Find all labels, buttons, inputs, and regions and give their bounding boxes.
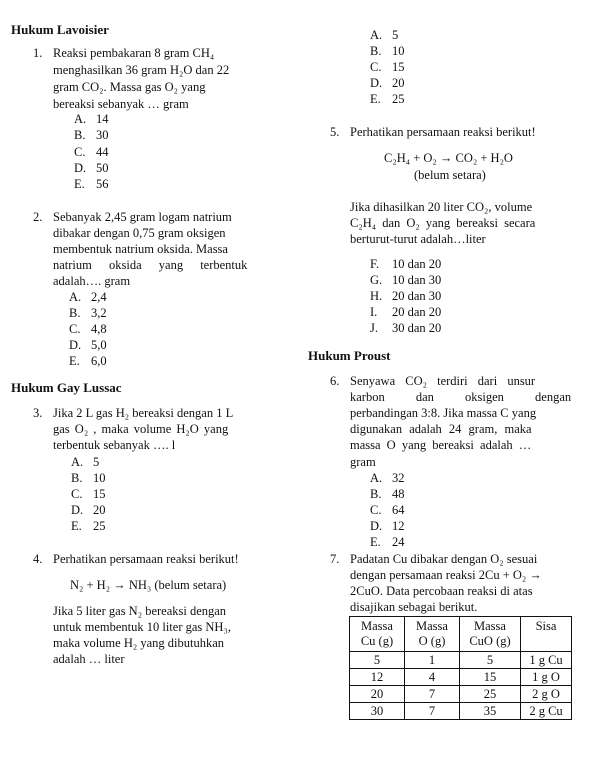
question-text-line: Jika 2 L gas H₂ bereaksi dengan 1 L bbox=[53, 406, 234, 420]
question-text-line: natrium oksida yang terbentuk bbox=[53, 258, 248, 272]
answer-option[interactable]: B. 10 bbox=[370, 44, 405, 58]
question-text-line: Reaksi pembakaran 8 gram CH₄ bbox=[53, 46, 215, 60]
answer-option[interactable]: C. 4,8 bbox=[69, 322, 107, 336]
table-row bbox=[350, 686, 572, 703]
answer-option[interactable]: C. 15 bbox=[370, 60, 405, 74]
table-row bbox=[350, 703, 572, 720]
question-text-line: gram CO₂. Massa gas O₂ yang bbox=[53, 80, 206, 94]
answer-option[interactable]: H. 20 dan 30 bbox=[370, 289, 442, 303]
question-text-line: perbandingan 3:8. Jika massa C yang bbox=[350, 406, 537, 420]
table-cell: 5 bbox=[460, 652, 521, 669]
section-heading-lavoisier: Hukum Lavoisier bbox=[11, 22, 109, 37]
question-text-line: gram bbox=[350, 455, 376, 469]
table-cell: 12 bbox=[350, 669, 405, 686]
answer-option[interactable]: C. 15 bbox=[71, 487, 106, 501]
table-header-cell: Massa CuO (g) bbox=[460, 617, 521, 652]
question-text-line: Jika dihasilkan 20 liter CO₂, volume bbox=[350, 200, 533, 214]
table-cell: 7 bbox=[405, 703, 460, 720]
question-text-line: Sebanyak 2,45 gram logam natrium bbox=[53, 210, 232, 224]
answer-option[interactable]: D. 20 bbox=[370, 76, 405, 90]
question-text-line: dengan persamaan reaksi 2Cu + O₂ → bbox=[350, 568, 542, 582]
table-cell: 25 bbox=[460, 686, 521, 703]
table-cell: 4 bbox=[405, 669, 460, 686]
answer-option[interactable]: A. 5 bbox=[71, 455, 100, 469]
answer-option[interactable]: E. 25 bbox=[370, 92, 405, 106]
table-cell: 1 g O bbox=[521, 669, 572, 686]
table-cell: 20 bbox=[350, 686, 405, 703]
experiment-data-table bbox=[349, 616, 572, 720]
question-number: 4. bbox=[33, 552, 43, 566]
question-text-line: dibakar dengan 0,75 gram oksigen bbox=[53, 226, 226, 240]
question-text-line: karbon dan oksigen dengan bbox=[350, 390, 572, 404]
table-row bbox=[350, 652, 572, 669]
answer-option[interactable]: C. 44 bbox=[74, 145, 109, 159]
answer-option[interactable]: E. 24 bbox=[370, 535, 405, 549]
question-number: 6. bbox=[330, 374, 340, 388]
question-number: 5. bbox=[330, 125, 340, 139]
question-stem: Perhatikan persamaan reaksi berikut! bbox=[350, 125, 536, 139]
answer-option[interactable]: A. 32 bbox=[370, 471, 405, 485]
answer-option[interactable]: C. 64 bbox=[370, 503, 405, 517]
question-number: 2. bbox=[33, 210, 43, 224]
question-text-line: adalah … liter bbox=[53, 652, 125, 666]
table-header-cell: Massa O (g) bbox=[405, 617, 460, 652]
table-cell: 2 g Cu bbox=[521, 703, 572, 720]
question-text-line: untuk membentuk 10 liter gas NH₃, bbox=[53, 620, 231, 634]
question-text-line: Jika 5 liter gas N₂ bereaksi dengan bbox=[53, 604, 227, 618]
table-header-row bbox=[350, 617, 572, 652]
question-text-line: massa O yang bereaksi adalah … bbox=[350, 438, 532, 452]
question-text-line: 2CuO. Data percobaan reaksi di atas bbox=[350, 584, 533, 598]
answer-option[interactable]: E. 6,0 bbox=[69, 354, 107, 368]
question-text-line: membentuk natrium oksida. Massa bbox=[53, 242, 228, 256]
question-number: 7. bbox=[330, 552, 340, 566]
question-text-line: berturut-turut adalah…liter bbox=[350, 232, 486, 246]
answer-option[interactable]: A. 5 bbox=[370, 28, 399, 42]
question-stem: Perhatikan persamaan reaksi berikut! bbox=[53, 552, 239, 566]
question-text-line: C₂H₄ dan O₂ yang bereaksi secara bbox=[350, 216, 536, 230]
reaction-equation: C₂H₄ + O₂ → CO₂ + H₂O bbox=[384, 151, 513, 165]
answer-option[interactable]: D. 20 bbox=[71, 503, 106, 517]
equation-note: (belum setara) bbox=[414, 168, 486, 182]
table-header-cell: Massa Cu (g) bbox=[350, 617, 405, 652]
table-cell: 30 bbox=[350, 703, 405, 720]
answer-option[interactable]: B. 30 bbox=[74, 128, 109, 142]
answer-option[interactable]: J. 30 dan 20 bbox=[370, 321, 442, 335]
question-text-line: gas O₂ , maka volume H₂O yang bbox=[53, 422, 229, 436]
answer-option[interactable]: E. 56 bbox=[74, 177, 109, 191]
answer-option[interactable]: A. 2,4 bbox=[69, 290, 107, 304]
section-heading-gay-lussac: Hukum Gay Lussac bbox=[11, 380, 122, 395]
answer-option[interactable]: D. 50 bbox=[74, 161, 109, 175]
table-cell: 5 bbox=[350, 652, 405, 669]
answer-option[interactable]: F. 10 dan 20 bbox=[370, 257, 442, 271]
table-header-cell: Sisa bbox=[521, 617, 572, 652]
answer-option[interactable]: B. 3,2 bbox=[69, 306, 107, 320]
answer-option[interactable]: I. 20 dan 20 bbox=[370, 305, 442, 319]
question-text-line: digunakan adalah 24 gram, maka bbox=[350, 422, 532, 436]
section-heading-proust: Hukum Proust bbox=[308, 348, 391, 363]
question-text-line: Senyawa CO₂ terdiri dari unsur bbox=[350, 374, 536, 388]
answer-option[interactable]: D. 5,0 bbox=[69, 338, 107, 352]
table-cell: 15 bbox=[460, 669, 521, 686]
question-text-line: Padatan Cu dibakar dengan O₂ sesuai bbox=[350, 552, 538, 566]
question-number: 1. bbox=[33, 46, 43, 60]
answer-option[interactable]: B. 10 bbox=[71, 471, 106, 485]
table-cell: 35 bbox=[460, 703, 521, 720]
table-cell: 2 g O bbox=[521, 686, 572, 703]
answer-option[interactable]: G. 10 dan 30 bbox=[370, 273, 442, 287]
reaction-equation: N₂ + H₂ → NH₃ (belum setara) bbox=[70, 578, 227, 592]
question-number: 3. bbox=[33, 406, 43, 420]
table-row bbox=[350, 669, 572, 686]
question-text-line: disajikan sebagai berikut. bbox=[350, 600, 478, 614]
table-cell: 7 bbox=[405, 686, 460, 703]
table-cell: 1 g Cu bbox=[521, 652, 572, 669]
answer-option[interactable]: E. 25 bbox=[71, 519, 106, 533]
question-text-line: adalah…. gram bbox=[53, 274, 131, 288]
answer-option[interactable]: B. 48 bbox=[370, 487, 405, 501]
question-text-line: bereaksi sebanyak … gram bbox=[53, 97, 189, 111]
question-text-line: menghasilkan 36 gram H₂O dan 22 bbox=[53, 63, 230, 77]
table-cell: 1 bbox=[405, 652, 460, 669]
answer-option[interactable]: A. 14 bbox=[74, 112, 109, 126]
question-text-line: terbentuk sebanyak …. l bbox=[53, 438, 176, 452]
question-text-line: maka volume H₂ yang dibutuhkan bbox=[53, 636, 224, 650]
answer-option[interactable]: D. 12 bbox=[370, 519, 405, 533]
